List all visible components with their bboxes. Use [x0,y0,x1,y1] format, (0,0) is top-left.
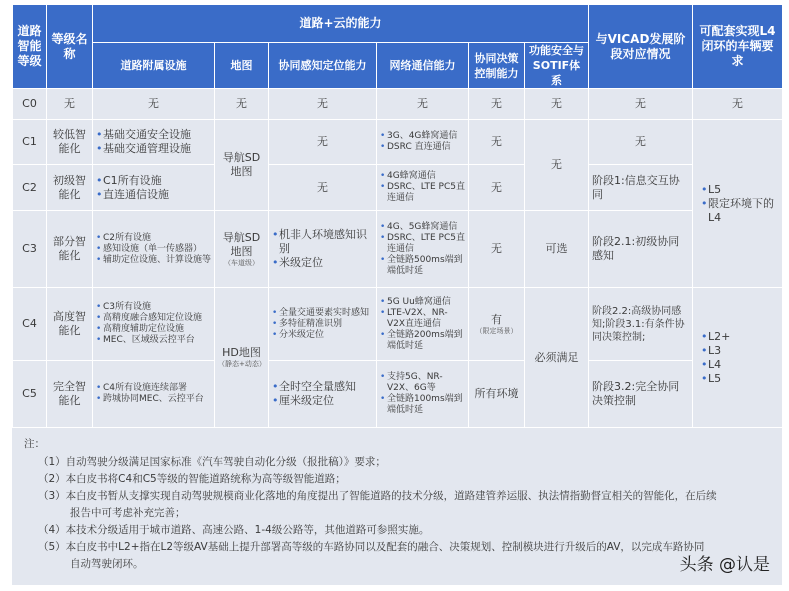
note-item: （5）本白皮书中L2+指在L2等级AV基础上提升部署高等级的车路协同以及配套的融合、决策规划、控制模块进行升级后的AV，以完成车路协同 [38,541,705,553]
header-map: 地图 [215,43,269,89]
list-item: • L2+ [701,330,779,344]
header-road-cloud: 道路+云的能力 [93,5,589,43]
list-item: • 全链路200ms端到端低时延 [380,330,465,352]
list-item: • L5 [701,372,779,386]
list-item: • 厘米级定位 [272,394,373,408]
notes-title: 注： [24,438,45,450]
list-item: • 分米级定位 [272,330,373,341]
table-row [13,165,783,211]
safety-cell: 无 [525,120,589,211]
decision-label: 有 [491,312,502,326]
facilities-cell [93,361,215,428]
list-item: • 感知设施（单一传感器） [96,244,211,255]
note-item: 自动驾驶闭环。 [70,558,144,570]
decision-cell [469,288,525,361]
perception-cell: 无 [269,120,377,165]
table-row [13,89,783,120]
vicad-cell: 无 [589,120,693,165]
map-cell: 导航SD地图 [215,120,269,211]
list-item: • 米级定位 [272,256,373,270]
watermark: 头条 @认是 [679,555,770,575]
name-cell: 初级智能化 [47,165,93,211]
level-cell: C3 [13,211,47,288]
header-vicad: 与VICAD发展阶段对应情况 [589,5,693,89]
header-level: 道路智能等级 [13,5,47,89]
network-cell [377,288,469,361]
network-cell [377,120,469,165]
perception-cell: 无 [269,165,377,211]
list-item: • L4 [701,358,779,372]
list-item: • C2所有设施 [96,233,211,244]
list-item: • 全链路100ms端到端低时延 [380,394,465,416]
l4-cell [693,120,783,288]
list-item: • L5 [701,183,779,197]
map-label: 导航SD地图 [222,230,261,258]
facilities-cell [93,288,215,361]
note-item: （2）本白皮书将C4和C5等级的智能道路统称为高等级智能道路； [38,473,346,485]
perception-cell [269,288,377,361]
safety-cell: 无 [525,89,589,120]
list-item: • 限定环境下的L4 [701,197,779,225]
list-item: • LTE-V2X、NR-V2X直连通信 [380,308,465,330]
name-cell: 高度智能化 [47,288,93,361]
map-note: （静态+动态） [218,360,266,368]
header-perception: 协同感知定位能力 [269,43,377,89]
list-item: • 多特征精准识别 [272,319,373,330]
header-l4: 可配套实现L4闭环的车辆要求 [693,5,783,89]
header-network: 网络通信能力 [377,43,469,89]
decision-cell: 无 [469,165,525,211]
level-cell: C4 [13,288,47,361]
facilities-cell: 无 [93,89,215,120]
l4-cell [693,288,783,428]
map-cell [215,211,269,288]
list-item: • DSRC 直连通信 [380,142,465,153]
perception-cell: 无 [269,89,377,120]
notes-section [24,436,772,573]
safety-cell: 必须满足 [525,288,589,428]
decision-cell: 无 [469,89,525,120]
name-cell: 较低智能化 [47,120,93,165]
list-item: • 机非人环境感知识别 [272,228,373,256]
header-decision: 协同决策控制能力 [469,43,525,89]
list-item: • 支持5G、NR-V2X、6G等 [380,372,465,394]
list-item: • 基础交通管理设施 [96,142,211,156]
list-item: • DSRC、LTE PC5直连通信 [380,182,465,204]
list-item: • 全链路500ms端到端低时延 [380,255,465,277]
decision-cell: 无 [469,211,525,288]
note-item: 报告中可考虑补充完善； [70,507,186,519]
level-cell: C1 [13,120,47,165]
header-facilities: 道路附属设施 [93,43,215,89]
list-item: • C1所有设施 [96,174,211,188]
note-item: （4）本技术分级适用于城市道路、高速公路、1-4级公路等，其他道路可参照实施。 [38,524,430,536]
table-row [13,211,783,288]
list-item: • 3G、4G蜂窝通信 [380,131,465,142]
list-item: • MEC、区域级云控平台 [96,335,211,346]
list-item: • C3所有设施 [96,302,211,313]
list-item: • 全量交通要素实时感知 [272,308,373,319]
list-item: • 辅助定位设施、计算设施等 [96,255,211,266]
facilities-cell [93,165,215,211]
safety-cell: 可选 [525,211,589,288]
network-cell [377,361,469,428]
decision-cell: 无 [469,120,525,165]
map-cell: 无 [215,89,269,120]
list-item: • 跨城协同MEC、云控平台 [96,394,211,405]
map-note: （车道级） [224,258,259,267]
perception-cell [269,361,377,428]
name-cell: 完全智能化 [47,361,93,428]
name-cell: 部分智能化 [47,211,93,288]
list-item: • 4G蜂窝通信 [380,171,465,182]
decision-cell: 所有环境 [469,361,525,428]
level-cell: C5 [13,361,47,428]
note-item: （3）本白皮书暂从支撑实现自动驾驶规模商业化落地的角度提出了智能道路的技术分级，道路建管养运服、执法情指勤督宣相关的智能化，在后续 [38,490,717,502]
network-cell [377,165,469,211]
table-row [13,361,783,428]
list-item: • 全时空全量感知 [272,380,373,394]
list-item: • 高精度辅助定位设施 [96,324,211,335]
header-name: 等级名称 [47,5,93,89]
network-cell [377,211,469,288]
list-item: • C4所有设施连续部署 [96,383,211,394]
vicad-cell: 阶段3.2:完全协同决策控制 [589,361,693,428]
table-row [13,120,783,165]
list-item: • L3 [701,344,779,358]
l4-cell: 无 [693,89,783,120]
facilities-cell [93,120,215,165]
name-cell: 无 [47,89,93,120]
standard-table-panel [12,4,782,585]
table-row [13,288,783,361]
header-safety: 功能安全与SOTIF体系 [525,43,589,89]
vicad-cell: 阶段1:信息交互协同 [589,165,693,211]
map-label: HD地图 [222,346,261,359]
list-item: • 高精度融合感知定位设施 [96,313,211,324]
decision-note: （限定场景） [475,326,518,335]
vicad-cell: 阶段2.2:高级协同感知;阶段3.1:有条件协同决策控制; [589,288,693,361]
facilities-cell [93,211,215,288]
list-item: • 4G、5G蜂窝通信 [380,222,465,233]
list-item: • 基础交通安全设施 [96,128,211,142]
map-cell [215,288,269,428]
note-item: （1）自动驾驶分级满足国家标准《汽车驾驶自动化分级（报批稿）》要求； [38,456,386,468]
list-item: • 5G Uu蜂窝通信 [380,297,465,308]
level-cell: C2 [13,165,47,211]
list-item: • DSRC、LTE PC5直连通信 [380,233,465,255]
network-cell: 无 [377,89,469,120]
level-cell: C0 [13,89,47,120]
vicad-cell: 阶段2.1:初级协同感知 [589,211,693,288]
list-item: • 直连通信设施 [96,188,211,202]
road-intelligence-level-table [12,4,783,428]
perception-cell [269,211,377,288]
vicad-cell: 无 [589,89,693,120]
